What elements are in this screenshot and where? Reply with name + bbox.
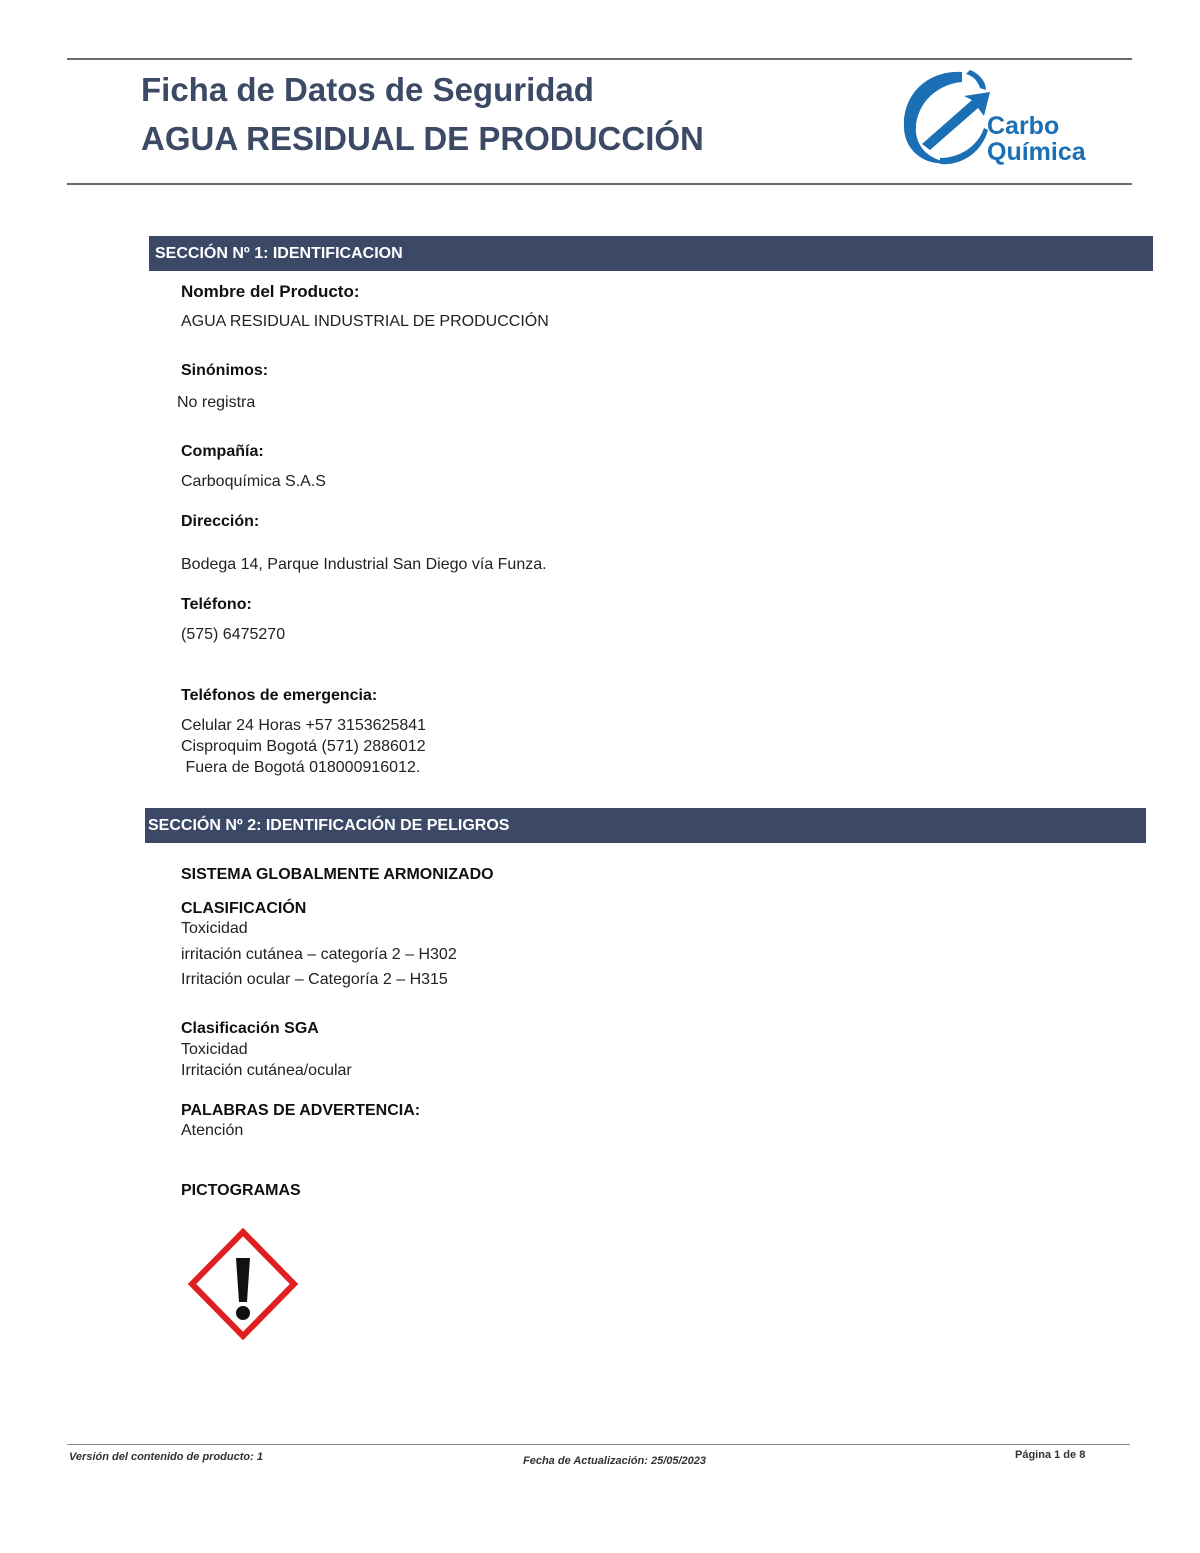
- section-2-header: [145, 808, 1146, 843]
- logo-swoosh-icon: [900, 66, 995, 170]
- company-value: Carboquímica S.A.S: [181, 473, 326, 490]
- signal-word-value: Atención: [181, 1122, 244, 1139]
- header-bottom-rule: [67, 183, 1132, 185]
- sga-classification-label: Clasificación SGA: [181, 1020, 319, 1037]
- pictograms-label: PICTOGRAMAS: [181, 1182, 301, 1199]
- sga-classification-item: Irritación cutánea/ocular: [181, 1062, 352, 1079]
- footer-version: Versión del contenido de producto: 1: [69, 1451, 263, 1463]
- address-value: Bodega 14, Parque Industrial San Diego vía Funza.: [181, 556, 547, 573]
- company-label: Compañía:: [181, 443, 264, 460]
- signal-words-label: PALABRAS DE ADVERTENCIA:: [181, 1102, 421, 1119]
- header-top-rule: [67, 58, 1132, 60]
- classification-item: irritación cutánea – categoría 2 – H302: [181, 946, 457, 963]
- company-logo: [900, 66, 1110, 170]
- emergency-phone-line: Fuera de Bogotá 018000916012.: [181, 759, 421, 776]
- footer-page-number: Página 1 de 8: [1015, 1449, 1086, 1461]
- section-1-title: SECCIÓN Nº 1: IDENTIFICACION: [155, 245, 403, 262]
- phone-label: Teléfono:: [181, 596, 252, 613]
- synonyms-value: No registra: [177, 394, 256, 411]
- classification-label: CLASIFICACIÓN: [181, 900, 307, 917]
- product-name-label: Nombre del Producto:: [181, 282, 360, 301]
- product-name-value: AGUA RESIDUAL INDUSTRIAL DE PRODUCCIÓN: [181, 313, 549, 330]
- classification-item: Toxicidad: [181, 920, 248, 937]
- document-title: Ficha de Datos de Seguridad: [141, 71, 594, 108]
- emergency-phone-line: Cisproquim Bogotá (571) 2886012: [181, 738, 426, 755]
- logo-text-line2: Química: [987, 138, 1086, 166]
- sga-classification-item: Toxicidad: [181, 1041, 248, 1058]
- section-1-header: [149, 236, 1153, 271]
- logo-text-line1: Carbo: [987, 112, 1060, 140]
- address-label: Dirección:: [181, 513, 260, 530]
- classification-item: Irritación ocular – Categoría 2 – H315: [181, 971, 448, 988]
- exclamation-mark-pictogram-icon: [188, 1228, 298, 1340]
- phone-value: (575) 6475270: [181, 626, 286, 643]
- product-title: AGUA RESIDUAL DE PRODUCCIÓN: [141, 120, 704, 157]
- ghs-system-label: SISTEMA GLOBALMENTE ARMONIZADO: [181, 866, 494, 883]
- section-2-title: SECCIÓN Nº 2: IDENTIFICACIÓN DE PELIGROS: [148, 817, 510, 834]
- footer-update-date: Fecha de Actualización: 25/05/2023: [523, 1455, 707, 1467]
- synonyms-label: Sinónimos:: [181, 362, 269, 379]
- emergency-phones-label: Teléfonos de emergencia:: [181, 687, 378, 704]
- emergency-phone-line: Celular 24 Horas +57 3153625841: [181, 717, 427, 734]
- footer-rule: [67, 1444, 1130, 1445]
